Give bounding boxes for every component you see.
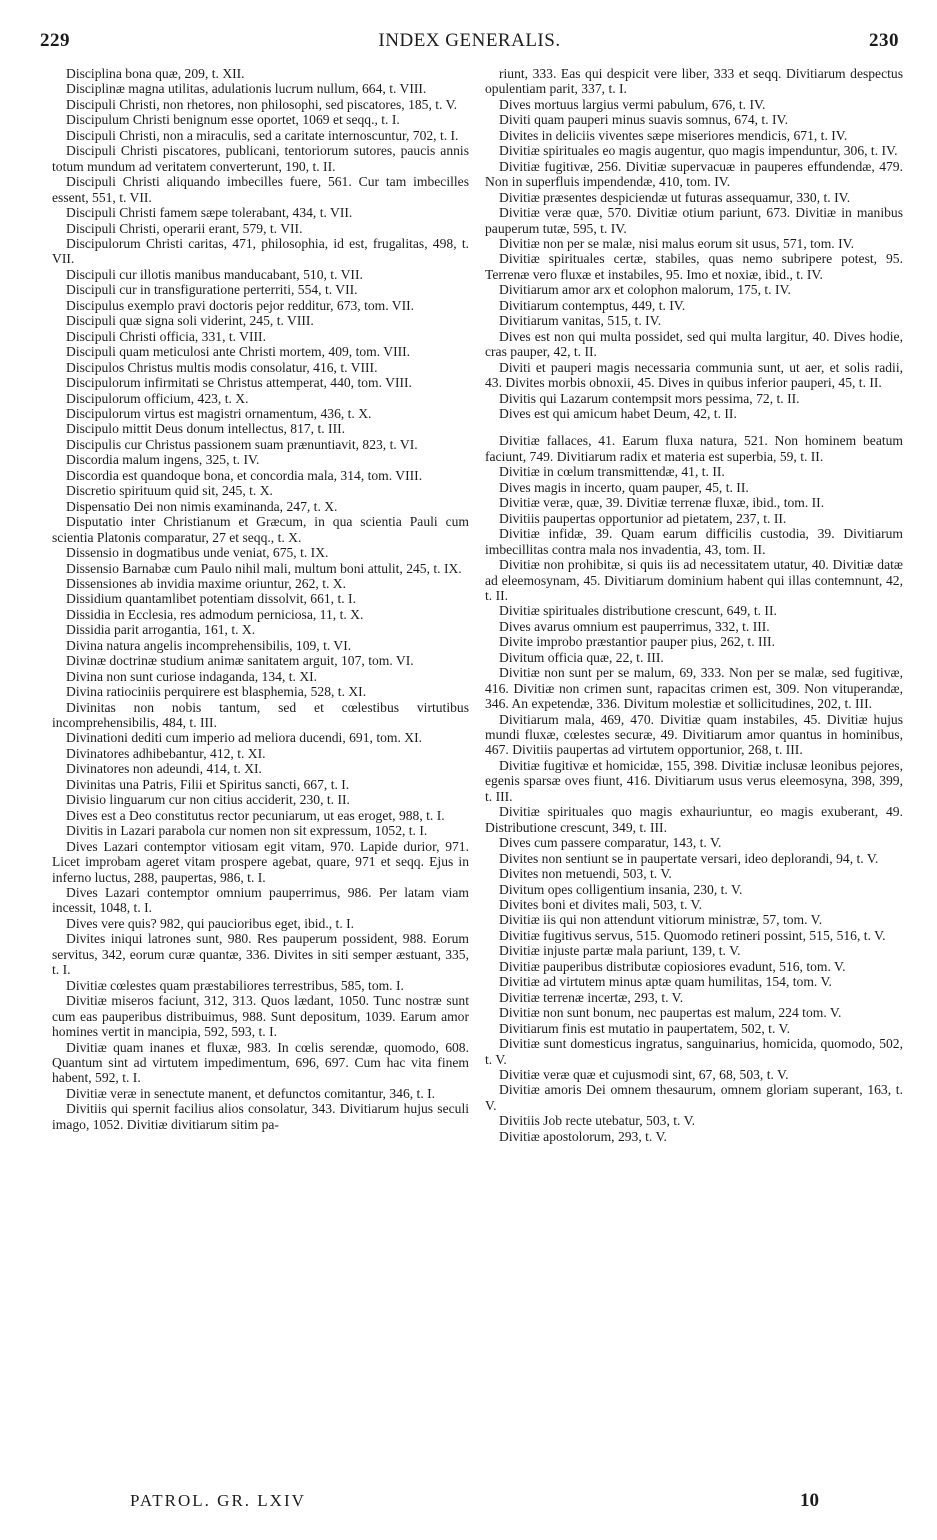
index-entry: Discipulus exemplo pravi doctoris pejor redditur, 673, tom. VII. [66, 297, 415, 313]
index-entry: Discipuli Christi, non rhetores, non philosophi, sed piscatores, 185, t. V. [66, 96, 458, 112]
index-entry: Divinitas una Patris, Filii et Spiritus sancti, 667, t. I. [66, 776, 350, 792]
index-entry: Disciplinæ magna utilitas, adulationis lucrum nullum, 664, t. VIII. [66, 81, 427, 97]
index-entry: Divitiæ iis qui non attendunt vitiorum ministræ, 57, tom. V. [499, 912, 823, 928]
index-entry: Dives vere quis? 982, qui paucioribus eget, ibid., t. I. [66, 915, 355, 931]
index-entry: Divinatores non adeundi, 414, t. XI. [66, 761, 262, 777]
index-entry: Dissensio in dogmatibus unde veniat, 675, t. IX. [66, 545, 329, 561]
index-entry: Divitiæ veræ quæ, 570. Divitiæ otium pariunt, 673. Divitiæ in manibus pauperum tutæ, 595, t. IV. [485, 205, 903, 236]
index-entry: Divitiæ veræ, quæ, 39. Divitiæ terrenæ fluxæ, ibid., tom. II. [499, 495, 825, 511]
index-entry: Divites iniqui latrones sunt, 980. Res pauperum possident, 988. Eorum servitus, 342, eorum curæ quantæ, 336. Divites in siti semper æstuant, 335, t. I. [52, 931, 469, 978]
page-number-right: 230 [869, 30, 899, 51]
index-entry: Discordia malum ingens, 325, t. IV. [66, 452, 260, 468]
index-entry: Divinitas non nobis tantum, sed et cœlestibus virtutibus incomprehensibilis, 484, t. III. [52, 699, 469, 731]
index-entry: Discipulorum infirmitati se Christus attemperat, 440, tom. VIII. [66, 375, 412, 391]
index-entry: Discipulum Christi benignum esse oportet, 1069 et seqq., t. I. [66, 112, 400, 128]
index-entry: Dives est qui amicum habet Deum, 42, t. II. [499, 405, 737, 421]
index-entry: Divites boni et divites mali, 503, t. V. [499, 897, 703, 913]
left-column [52, 66, 469, 1492]
index-entry: Divite improbo præstantior pauper pius, 262, t. III. [499, 634, 775, 650]
index-entry: Discipulorum Christi caritas, 471, philosophia, id est, frugalitas, 498, t. VII. [52, 235, 469, 267]
index-entry: Divitiæ fugitivæ et homicidæ, 155, 398. Divitiæ inclusæ leonibus pejores, egenis sparsæ oves fiunt, 416. Divitiarum usus verus eleemosyna, 398, 399, t. III. [485, 757, 903, 804]
index-entry: Divitiæ non per se malæ, nisi malus eorum sit usus, 571, tom. IV. [499, 235, 855, 251]
index-entry: Divitiæ fugitivus servus, 515. Quomodo retineri possint, 515, 516, t. V. [499, 927, 886, 943]
index-entry: Discipulis cur Christus passionem suam prænuntiavit, 823, t. VI. [66, 436, 418, 452]
index-entry: Divitiæ miseros faciunt, 312, 313. Quos lædant, 1050. Tunc nostræ sunt cum eas pauperibus distribuimus, 988. Sunt depositum, 1039. Earum amor homines vertit in mancipia, 592, 593, t. I. [52, 993, 469, 1040]
index-entry: Discipuli cur illotis manibus manducabant, 510, t. VII. [66, 266, 363, 282]
index-entry: Divitiis qui spernit facilius alios consolatur, 343. Divitiarum hujus seculi imago, 1052. Divitiæ divitiarum sitim pa- [52, 1101, 469, 1132]
index-entry: Divitiæ pauperibus distributæ copiosiores evadunt, 516, tom. V. [499, 958, 846, 974]
index-entry: Discipuli quam meticulosi ante Christi mortem, 409, tom. VIII. [66, 344, 411, 360]
index-entry: Divitiæ quam inanes et fluxæ, 983. In cœlis serendæ, quomodo, 608. Quantum sint ad virtutem impedimentum, 696, 697. Cum hac vita finem habent, 592, t. I. [52, 1039, 469, 1086]
index-entry: Dives Lazari contemptor vitiosam egit vitam, 970. Lapide durior, 971. Licet improbam ageret vitam prospere agebat, quare, 971 et seqq. Ejus in inferno luctus, 288, paupertas, 986, t. I. [52, 838, 469, 885]
index-entry: Discipulo mittit Deus donum intellectus, 817, t. III. [66, 421, 346, 437]
index-entry: Divitiarum amor arx et colophon malorum, 175, t. IV. [499, 282, 791, 298]
sheet-number: 10 [800, 1490, 819, 1511]
index-entry: Divitiarum mala, 469, 470. Divitiæ quam instabiles, 45. Divitiæ hujus mundi fluxæ, cœlestes securæ, 49. Divitiarum amor quantus in hominibus, 467. Divitiis paupertas ad virtutem opportunior, 268, t. III. [485, 711, 903, 758]
index-entry: Divisio linguarum cur non citius acciderit, 230, t. II. [66, 792, 350, 808]
index-entry: Divitiis paupertas opportunior ad pietatem, 237, t. II. [499, 510, 787, 526]
index-entry: Divinæ doctrinæ studium animæ sanitatem arguit, 107, tom. VI. [66, 653, 414, 669]
index-entry: Discipulorum officium, 423, t. X. [66, 390, 249, 406]
index-entry: Divitiarum finis est mutatio in paupertatem, 502, t. V. [499, 1020, 790, 1036]
index-entry: Divitiæ veræ quæ et cujusmodi sint, 67, 68, 503, t. V. [499, 1067, 789, 1082]
index-entry: Discipuli Christi aliquando imbecilles fuere, 561. Cur tam imbecilles essent, 551, t. VII. [52, 174, 469, 205]
index-entry: Dispensatio Dei non nimis examinanda, 247, t. X. [66, 498, 338, 514]
index-entry: Divinatores adhibebantur, 412, t. XI. [66, 745, 266, 761]
index-entry: Divitiæ fugitivæ, 256. Divitiæ supervacuæ in pauperes effundendæ, 479. Non in superfluis impendendæ, 410, tom. IV. [485, 158, 903, 190]
index-entry: Discipuli Christi famem sæpe tolerabant, 434, t. VII. [66, 205, 353, 221]
index-entry: Discipuli quæ signa soli viderint, 245, t. VIII. [66, 313, 314, 329]
index-entry: Discipuli Christi, operarii erant, 579, t. VII. [66, 220, 303, 236]
page-header [40, 30, 899, 56]
index-entry: Discretio spirituum quid sit, 245, t. X. [66, 483, 273, 499]
index-entry: Divina ratiociniis perquirere est blasphemia, 528, t. XI. [66, 684, 367, 700]
index-entry: Dissidia parit arrogantia, 161, t. X. [66, 622, 256, 638]
index-entry: Divina non sunt curiose indaganda, 134, t. XI. [66, 668, 318, 684]
page-number-left: 229 [40, 30, 70, 51]
index-entry: Divitiæ ad virtutem minus aptæ quam humilitas, 154, tom. V. [499, 974, 832, 990]
right-column [485, 66, 903, 1456]
index-entry: Disciplina bona quæ, 209, t. XII. [66, 66, 245, 81]
index-entry: Divitiæ veræ in senectute manent, et defunctos comitantur, 346, t. I. [66, 1085, 436, 1101]
index-entry: Divitiis Job recte utebatur, 503, t. V. [499, 1113, 696, 1129]
index-entry: Divitiæ spirituales certæ, stabiles, quas nemo subripere potest, 95. Terrenæ vero fluxæ et instabiles, 95. Imo et noxiæ, ibid., t. IV. [485, 251, 903, 282]
index-entry: Dives cum passere comparatur, 143, t. V. [499, 835, 722, 851]
index-entry: Divitiæ spirituales distributione crescunt, 649, t. II. [499, 603, 777, 619]
index-entry: riunt, 333. Eas qui despicit vere liber, 333 et seqq. Divitiarum despectus opulentiam parit, 337, t. I. [485, 66, 903, 97]
index-entry: Dissidium quantamlibet potentiam dissolvit, 661, t. I. [66, 591, 356, 607]
index-entry: Divitis in Lazari parabola cur nomen non sit expressum, 1052, t. I. [66, 823, 428, 839]
index-entry: Divitiæ cœlestes quam præstabiliores terrestribus, 585, tom. I. [66, 977, 404, 993]
index-entry: Divitiæ sunt domesticus ingratus, sanguinarius, homicida, quomodo, 502, t. V. [485, 1036, 903, 1067]
footer-signature: PATROL. GR. LXIV [130, 1491, 306, 1510]
index-entry: Divites non metuendi, 503, t. V. [499, 866, 672, 882]
index-entry: Divitiæ infidæ, 39. Quam earum difficilis custodia, 39. Divitiarum imbecillitas contra mala nos invadentia, 43, tom. II. [485, 526, 903, 557]
index-entry: Dissensiones ab invidia maxime oriuntur, 262, t. X. [66, 575, 346, 591]
index-entry: Divites non sentiunt se in paupertate versari, ideo deplorandi, 94, t. V. [499, 850, 879, 866]
index-entry: Dives est a Deo constitutus rector pecuniarum, ut eas eroget, 988, t. I. [66, 807, 445, 823]
index-entry: Discipuli Christi, non a miraculis, sed a caritate internoscuntur, 702, t. I. [66, 127, 459, 143]
index-entry: Dissidia in Ecclesia, res admodum perniciosa, 11, t. X. [66, 606, 364, 622]
index-entry: Discipuli Christi officia, 331, t. VIII. [66, 328, 266, 344]
index-entry: Divites in deliciis viventes sæpe miseriores mendicis, 671, t. IV. [499, 127, 848, 143]
index-entry: Divitiæ præsentes despiciendæ ut futuras assequamur, 330, t. IV. [499, 189, 851, 205]
index-entry: Discordia est quandoque bona, et concordia mala, 314, tom. VIII. [66, 467, 423, 483]
index-entry: Divitiæ amoris Dei omnem thesaurum, omnem gloriam superant, 163, t. V. [485, 1082, 903, 1113]
index-entry: Dissensio Barnabæ cum Paulo nihil mali, multum boni attulit, 245, t. IX. [66, 560, 462, 576]
index-entry: Dives Lazari contemptor omnium pauperrimus, 986. Per latam viam incessit, 1048, t. I. [52, 885, 469, 916]
index-entry: Divitiæ non sunt bonum, nec paupertas est malum, 224 tom. V. [499, 1005, 842, 1021]
index-entry: Discipulos Christus multis modis consolatur, 416, t. VIII. [66, 359, 378, 375]
index-entry: Discipulorum virtus est magistri ornamentum, 436, t. X. [66, 405, 372, 421]
index-entry: Divitiæ in cœlum transmittendæ, 41, t. II. [499, 464, 725, 480]
index-entry: Divitiæ apostolorum, 293, t. V. [499, 1128, 667, 1144]
index-entry: Divitiæ spirituales eo magis augentur, quo magis impenduntur, 306, t. IV. [499, 143, 898, 159]
index-entry: Dives est non qui multa possidet, sed qui multa largitur, 40. Dives hodie, cras pauper, 42, t. II. [485, 328, 903, 360]
index-entry: Diviti quam pauperi minus suavis somnus, 674, t. IV. [499, 112, 788, 128]
index-entry: Divitiarum vanitas, 515, t. IV. [499, 313, 662, 329]
index-entry: Diviti et pauperi magis necessaria communia sunt, ut aer, et solis radii, 43. Divites morbis obnoxii, 45. Dives in quibus inferior pauperi, 45, t. II. [485, 359, 903, 391]
index-entry: Divitiæ injuste partæ mala pariunt, 139, t. V. [499, 943, 741, 959]
index-entry: Divitiæ spirituales quo magis exhauriuntur, eo magis exuberant, 49. Distributione crescunt, 349, t. III. [485, 804, 903, 835]
index-entry: Divitum opes colligentium insania, 230, t. V. [499, 881, 743, 897]
index-entry: Divitiarum contemptus, 449, t. IV. [499, 297, 686, 313]
page-title: INDEX GENERALIS. [378, 30, 561, 51]
index-entry: Divitiæ non sunt per se malum, 69, 333. Non per se malæ, sed fugitivæ, 416. Divitiæ non crimen sunt, rapacitas crimen est, 309. Non vituperandæ, 346. An expetendæ, 336. Divitum molestiæ et sollicitudines, 202, t. III. [485, 665, 903, 712]
index-entry: Dives mortuus largius vermi pabulum, 676, t. IV. [499, 96, 766, 112]
index-entry: Discipuli Christi piscatores, publicani, tentoriorum sutores, paucis annis totum mundum ad veritatem converterunt, 190, t. II. [52, 143, 469, 174]
index-entry: Discipuli cur in transfiguratione perterriti, 554, t. VII. [66, 282, 358, 298]
index-entry: Disputatio inter Christianum et Græcum, in qua scientia Pauli cum scientia Platonis comparatur, 27 et seqq., t. X. [52, 514, 469, 545]
index-entry: Dives avarus omnium est pauperrimus, 332, t. III. [499, 618, 770, 634]
index-entry: Divinationi dediti cum imperio ad meliora ducendi, 691, tom. XI. [66, 730, 423, 746]
index-entry: Dives magis in incerto, quam pauper, 45, t. II. [499, 479, 749, 495]
index-entry: Divitiæ terrenæ incertæ, 293, t. V. [499, 989, 684, 1005]
index-entry: Divitiæ fallaces, 41. Earum fluxa natura, 521. Non hominem beatum faciunt, 749. Divitiarum radix et materia est superbia, 59, t. II. [485, 433, 903, 464]
index-entry: Divina natura angelis incomprehensibilis, 109, t. VI. [66, 637, 352, 653]
index-entry: Divitis qui Lazarum contempsit mors pessima, 72, t. II. [499, 390, 800, 406]
index-entry: Divitum officia quæ, 22, t. III. [499, 649, 664, 665]
index-entry: Divitiæ non prohibitæ, si quis iis ad necessitatem utatur, 40. Divitiæ datæ ad eleemosynam, 45. Divitiarum dominium habent qui illas contemnunt, 42, t. II. [485, 557, 903, 603]
